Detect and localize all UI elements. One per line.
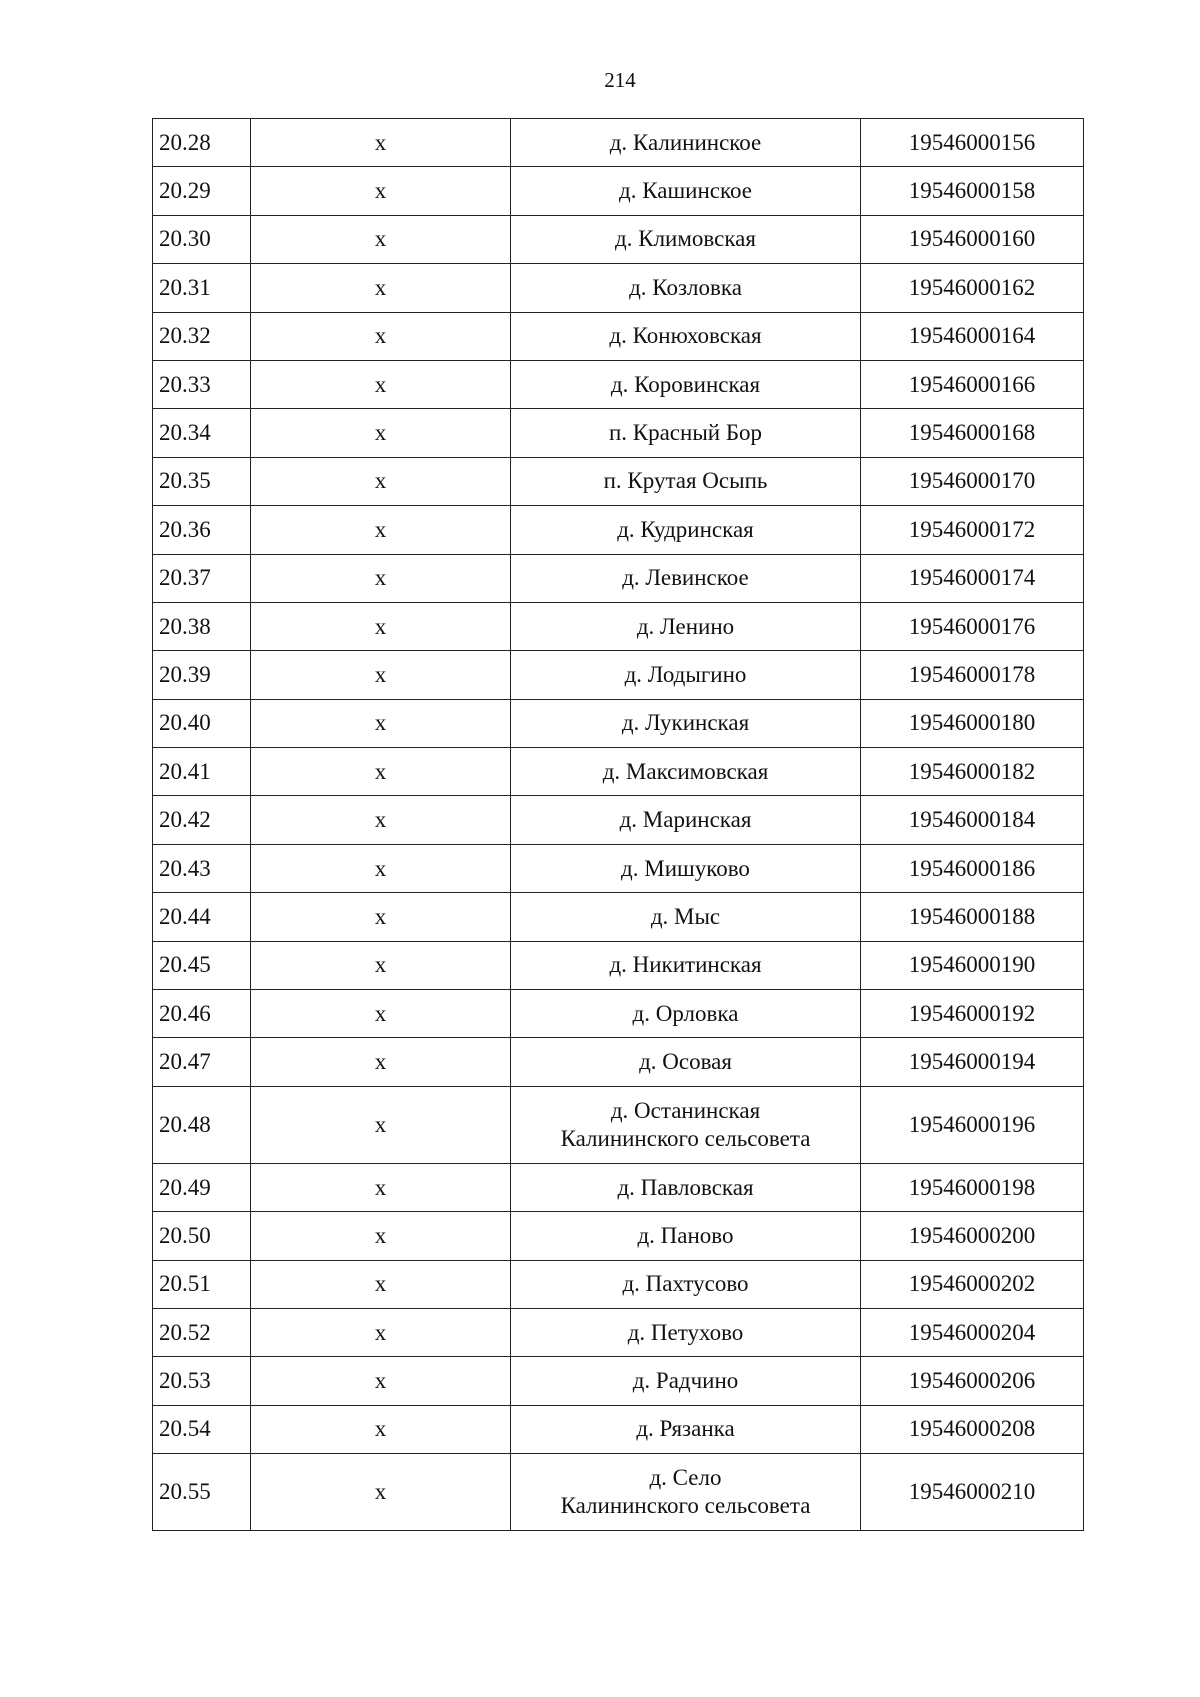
settlement-name-cell: [511, 119, 861, 167]
settlement-name-line: д. Лодыгино: [624, 661, 747, 687]
table-row: [153, 554, 1084, 602]
settlement-name-line: д. Конюховская: [609, 323, 762, 349]
page-number: 214: [604, 68, 636, 92]
oktmo-code-cell: 19546000210: [861, 1454, 1084, 1531]
settlement-name-line: д. Павловская: [617, 1174, 754, 1200]
oktmo-code-cell: 19546000170: [861, 457, 1084, 505]
oktmo-code-cell: 19546000192: [861, 990, 1084, 1038]
table-row: [153, 360, 1084, 408]
row-number-cell: 20.46: [153, 990, 251, 1038]
mark-cell: х: [251, 1308, 511, 1356]
row-number-cell: 20.29: [153, 167, 251, 215]
table-row: [153, 119, 1084, 167]
settlement-name-cell: [511, 1212, 861, 1260]
table-row: [153, 893, 1084, 941]
row-number-cell: 20.53: [153, 1357, 251, 1405]
settlement-name-line: д. Петухово: [627, 1319, 744, 1345]
mark-cell: х: [251, 844, 511, 892]
table-body: [153, 119, 1084, 1531]
settlement-name-cell: [511, 167, 861, 215]
settlement-name-cell: [511, 457, 861, 505]
mark-cell: х: [251, 264, 511, 312]
mark-cell: х: [251, 312, 511, 360]
row-number-cell: 20.32: [153, 312, 251, 360]
table-row: [153, 1163, 1084, 1211]
row-number-cell: 20.54: [153, 1405, 251, 1453]
table-row: [153, 1308, 1084, 1356]
settlement-name-line: д. Орловка: [632, 1000, 739, 1026]
settlement-name-line: д. Никитинская: [609, 952, 762, 978]
table-row: [153, 1086, 1084, 1163]
table-row: [153, 796, 1084, 844]
table-row: [153, 312, 1084, 360]
settlement-name-cell: [511, 844, 861, 892]
table-row: [153, 1454, 1084, 1531]
mark-cell: х: [251, 990, 511, 1038]
oktmo-code-cell: 19546000172: [861, 506, 1084, 554]
settlement-name-cell: [511, 554, 861, 602]
settlement-name-cell: [511, 699, 861, 747]
oktmo-code-cell: 19546000208: [861, 1405, 1084, 1453]
row-number-cell: 20.51: [153, 1260, 251, 1308]
settlement-name-line: д. Паново: [637, 1222, 734, 1248]
table-row: [153, 409, 1084, 457]
row-number-cell: 20.36: [153, 506, 251, 554]
mark-cell: х: [251, 941, 511, 989]
settlement-name-cell: [511, 1260, 861, 1308]
settlement-name-line: п. Красный Бор: [608, 420, 763, 446]
settlement-name-cell: [511, 1308, 861, 1356]
mark-cell: х: [251, 457, 511, 505]
settlement-name-cell: [511, 651, 861, 699]
table-row: [153, 699, 1084, 747]
row-number-cell: 20.38: [153, 602, 251, 650]
table-row: [153, 1357, 1084, 1405]
settlement-name-line: д. Кудринская: [617, 516, 754, 542]
table-row: [153, 602, 1084, 650]
table-row: [153, 651, 1084, 699]
settlement-name-cell: [511, 1357, 861, 1405]
table-row: [153, 1212, 1084, 1260]
settlement-name-line: д. Кашинское: [619, 178, 752, 204]
mark-cell: х: [251, 167, 511, 215]
row-number-cell: 20.42: [153, 796, 251, 844]
settlements-table: [152, 118, 1084, 1531]
mark-cell: х: [251, 1454, 511, 1531]
table-row: [153, 748, 1084, 796]
oktmo-code-cell: 19546000194: [861, 1038, 1084, 1086]
settlement-name-cell: [511, 1405, 861, 1453]
oktmo-code-cell: 19546000184: [861, 796, 1084, 844]
row-number-cell: 20.48: [153, 1086, 251, 1163]
settlement-name-line: д. Коровинская: [610, 371, 761, 397]
mark-cell: х: [251, 119, 511, 167]
row-number-cell: 20.55: [153, 1454, 251, 1531]
oktmo-code-cell: 19546000196: [861, 1086, 1084, 1163]
oktmo-code-cell: 19546000180: [861, 699, 1084, 747]
row-number-cell: 20.31: [153, 264, 251, 312]
oktmo-code-cell: 19546000162: [861, 264, 1084, 312]
settlement-name-line: д. Максимовская: [602, 758, 769, 784]
oktmo-code-cell: 19546000198: [861, 1163, 1084, 1211]
mark-cell: х: [251, 1405, 511, 1453]
row-number-cell: 20.49: [153, 1163, 251, 1211]
oktmo-code-cell: 19546000168: [861, 409, 1084, 457]
row-number-cell: 20.30: [153, 215, 251, 263]
settlement-name-cell: [511, 893, 861, 941]
oktmo-code-cell: 19546000182: [861, 748, 1084, 796]
row-number-cell: 20.28: [153, 119, 251, 167]
settlement-name-line: д. Радчино: [632, 1368, 739, 1394]
settlement-name-line: д. Калининское: [609, 129, 762, 155]
table-row: [153, 1038, 1084, 1086]
table-row: [153, 215, 1084, 263]
table-row: [153, 167, 1084, 215]
oktmo-code-cell: 19546000166: [861, 360, 1084, 408]
settlement-name-cell: [511, 602, 861, 650]
mark-cell: х: [251, 215, 511, 263]
oktmo-code-cell: 19546000158: [861, 167, 1084, 215]
table-row: [153, 264, 1084, 312]
settlement-name-cell: [511, 312, 861, 360]
mark-cell: х: [251, 1038, 511, 1086]
oktmo-code-cell: 19546000190: [861, 941, 1084, 989]
oktmo-code-cell: 19546000204: [861, 1308, 1084, 1356]
oktmo-code-cell: 19546000202: [861, 1260, 1084, 1308]
row-number-cell: 20.34: [153, 409, 251, 457]
settlement-name-line: д. Козловка: [629, 274, 742, 300]
settlement-name-line: д. Левинское: [622, 565, 749, 591]
oktmo-code-cell: 19546000178: [861, 651, 1084, 699]
settlement-name-line: д. Климовская: [615, 226, 756, 252]
settlement-name-cell: [511, 1086, 861, 1163]
row-number-cell: 20.47: [153, 1038, 251, 1086]
table-row: [153, 457, 1084, 505]
row-number-cell: 20.35: [153, 457, 251, 505]
settlement-name-cell: [511, 264, 861, 312]
oktmo-code-cell: 19546000186: [861, 844, 1084, 892]
oktmo-code-cell: 19546000188: [861, 893, 1084, 941]
settlement-name-cell: [511, 941, 861, 989]
table-row: [153, 990, 1084, 1038]
settlement-name-line: д. Мыс: [650, 903, 721, 929]
settlement-name-line: д. Пахтусово: [622, 1271, 749, 1297]
mark-cell: х: [251, 409, 511, 457]
mark-cell: х: [251, 651, 511, 699]
row-number-cell: 20.50: [153, 1212, 251, 1260]
oktmo-code-cell: 19546000164: [861, 312, 1084, 360]
settlement-name-line: д. Село: [649, 1465, 722, 1491]
mark-cell: х: [251, 748, 511, 796]
mark-cell: х: [251, 360, 511, 408]
row-number-cell: 20.33: [153, 360, 251, 408]
settlement-name-cell: [511, 748, 861, 796]
settlement-name-line: д. Лукинская: [621, 710, 750, 736]
settlement-name-line: д. Мишуково: [621, 855, 750, 881]
row-number-cell: 20.40: [153, 699, 251, 747]
mark-cell: х: [251, 1212, 511, 1260]
row-number-cell: 20.43: [153, 844, 251, 892]
mark-cell: х: [251, 1260, 511, 1308]
mark-cell: х: [251, 1163, 511, 1211]
mark-cell: х: [251, 506, 511, 554]
mark-cell: х: [251, 893, 511, 941]
mark-cell: х: [251, 602, 511, 650]
row-number-cell: 20.39: [153, 651, 251, 699]
table-row: [153, 1405, 1084, 1453]
settlement-name-line: д. Останинская: [610, 1097, 761, 1123]
settlement-name-cell: [511, 215, 861, 263]
settlement-name-line: д. Осовая: [639, 1049, 732, 1075]
mark-cell: х: [251, 796, 511, 844]
mark-cell: х: [251, 699, 511, 747]
oktmo-code-cell: 19546000200: [861, 1212, 1084, 1260]
oktmo-code-cell: 19546000156: [861, 119, 1084, 167]
settlement-name-line: д. Рязанка: [636, 1416, 735, 1442]
oktmo-code-cell: 19546000160: [861, 215, 1084, 263]
settlement-name-line: д. Маринская: [619, 807, 752, 833]
table-row: [153, 941, 1084, 989]
settlement-name-cell: [511, 1454, 861, 1531]
settlement-name-cell: [511, 506, 861, 554]
mark-cell: х: [251, 1357, 511, 1405]
settlement-name-line: Калининского сельсовета: [560, 1125, 811, 1151]
row-number-cell: 20.37: [153, 554, 251, 602]
oktmo-code-cell: 19546000176: [861, 602, 1084, 650]
row-number-cell: 20.41: [153, 748, 251, 796]
settlement-name-line: д. Ленино: [636, 613, 735, 639]
row-number-cell: 20.44: [153, 893, 251, 941]
mark-cell: х: [251, 1086, 511, 1163]
oktmo-code-cell: 19546000174: [861, 554, 1084, 602]
table-row: [153, 844, 1084, 892]
settlement-name-cell: [511, 1038, 861, 1086]
settlement-name-cell: [511, 990, 861, 1038]
settlement-name-cell: [511, 360, 861, 408]
row-number-cell: 20.45: [153, 941, 251, 989]
settlement-name-line: п. Крутая Осыпь: [603, 468, 768, 494]
oktmo-code-cell: 19546000206: [861, 1357, 1084, 1405]
row-number-cell: 20.52: [153, 1308, 251, 1356]
mark-cell: х: [251, 554, 511, 602]
settlement-name-cell: [511, 1163, 861, 1211]
table-row: [153, 506, 1084, 554]
settlement-name-line: Калининского сельсовета: [560, 1493, 811, 1519]
settlement-name-cell: [511, 796, 861, 844]
table-row: [153, 1260, 1084, 1308]
settlement-name-cell: [511, 409, 861, 457]
